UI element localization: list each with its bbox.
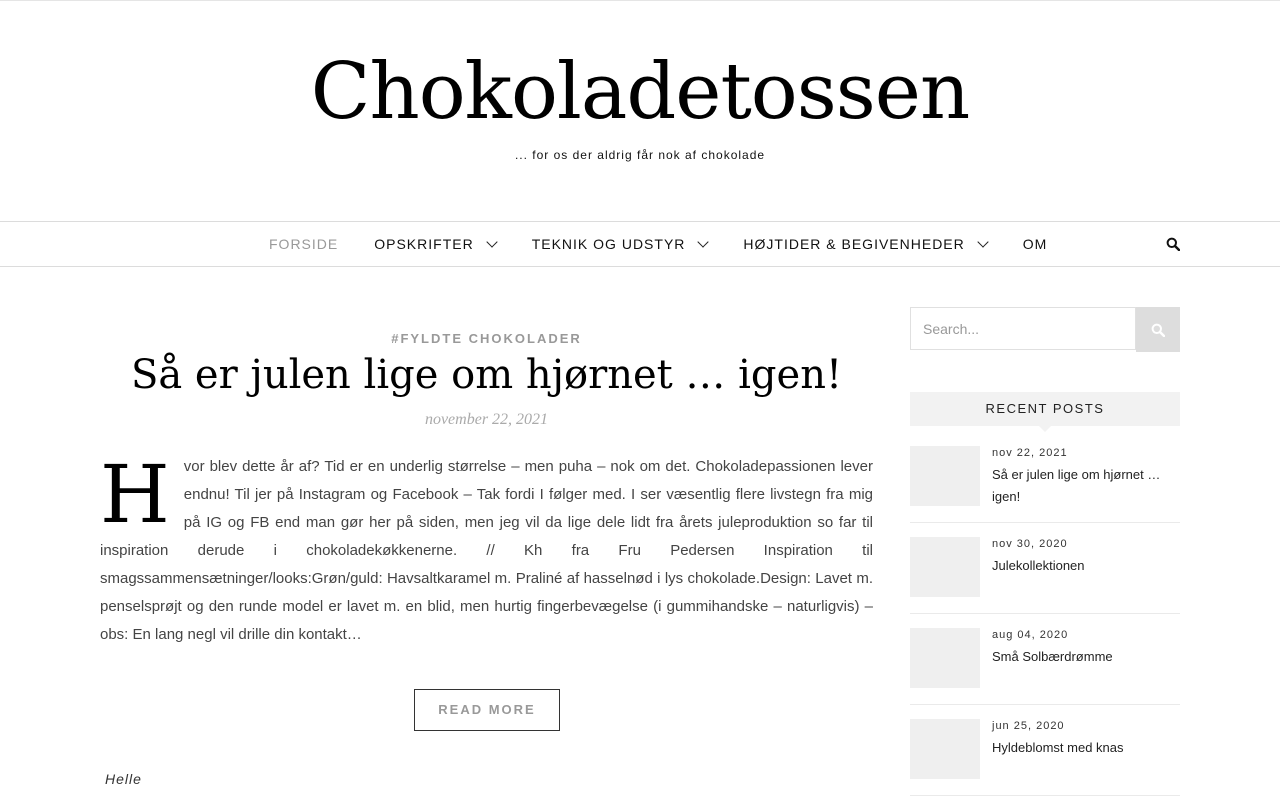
chevron-down-icon	[698, 236, 709, 247]
post-excerpt-text: vor blev dette år af? Tid er en underlig størrelse – men puha – nok om det. Chokoladepassionen lever endnu! Til jer på Instagram og Facebook – Tak fordi I følger med. I ser væsentlig flere livstegn fra mig på IG og FB end man gør her på siden, men jeg vil da lige dele lidt fra årets juleproduktion so far til inspiration derude i chokoladekøkkenerne. // Kh fra Fru Pedersen Inspiration til smagssammensætninger/looks:Grøn/guld: Havsaltkaramel m. Praliné af hasselnød i lys chokolade.Design: Lavet m. penselsprøjt og den runde model er lavet m. en blid, men hurtig fingerbevægelse (i gummihandske – naturligvis) – obs: En lang negl vil drille din kontakt…	[100, 458, 873, 643]
nav-item-label: FORSIDE	[269, 236, 339, 252]
recent-post-title[interactable]: Så er julen lige om hjørnet … igen!	[992, 467, 1161, 504]
recent-post-thumbnail[interactable]	[910, 719, 980, 779]
search-icon[interactable]	[1166, 237, 1180, 251]
recent-post-date: aug 04, 2020	[992, 629, 1069, 641]
recent-posts-title: RECENT POSTS	[910, 392, 1180, 426]
nav-item-label: TEKNIK OG UDSTYR	[531, 236, 686, 252]
search-icon	[1151, 323, 1165, 337]
nav-menu	[251, 222, 1065, 266]
post-date: november 22, 2021	[424, 411, 549, 428]
nav-item-label: OM	[1022, 236, 1048, 252]
widget-title-arrow	[1039, 426, 1051, 432]
recent-post-thumbnail[interactable]	[910, 537, 980, 597]
chevron-down-icon	[486, 236, 497, 247]
post-title[interactable]: Så er julen lige om hjørnet … igen!	[130, 352, 843, 398]
post-category[interactable]: #FYLDTE CHOKOLADER	[391, 331, 582, 346]
nav-item-label: OPSKRIFTER	[374, 236, 474, 252]
post-dropcap: H	[100, 448, 170, 541]
chevron-down-icon	[977, 236, 988, 247]
nav-item-hojtider[interactable]	[725, 222, 1004, 266]
recent-post-date: nov 22, 2021	[992, 447, 1068, 459]
site-title[interactable]: Chokoladetossen	[310, 47, 970, 137]
recent-post-thumbnail[interactable]	[910, 628, 980, 688]
recent-post-item	[910, 628, 1180, 705]
top-border	[0, 0, 1280, 1]
nav-item-opskrifter[interactable]	[356, 222, 513, 266]
recent-post-date: nov 30, 2020	[992, 538, 1068, 550]
site-tagline: ... for os der aldrig får nok af chokolade	[514, 148, 766, 162]
recent-post-date: jun 25, 2020	[992, 720, 1065, 732]
nav-item-forside[interactable]	[251, 222, 356, 266]
recent-post-thumbnail[interactable]	[910, 446, 980, 506]
nav-item-teknik-og-udstyr[interactable]	[514, 222, 726, 266]
recent-post-item	[910, 537, 1180, 614]
nav-item-label: HØJTIDER & BEGIVENHEDER	[743, 236, 965, 252]
post-author[interactable]: Helle	[105, 771, 142, 787]
post-excerpt	[100, 448, 873, 649]
recent-post-item	[910, 719, 1180, 796]
recent-post-title[interactable]: Hyldeblomst med knas	[992, 740, 1124, 755]
sidebar-search-button[interactable]	[1136, 307, 1180, 352]
read-more-button[interactable]: READ MORE	[414, 689, 560, 731]
recent-post-item	[910, 446, 1180, 523]
main-navigation	[0, 221, 1280, 267]
nav-item-om[interactable]	[1005, 222, 1066, 266]
recent-post-title[interactable]: Julekollektionen	[992, 558, 1085, 573]
recent-post-title[interactable]: Små Solbærdrømme	[992, 649, 1113, 664]
sidebar-search-input[interactable]: Search...	[910, 307, 1136, 350]
